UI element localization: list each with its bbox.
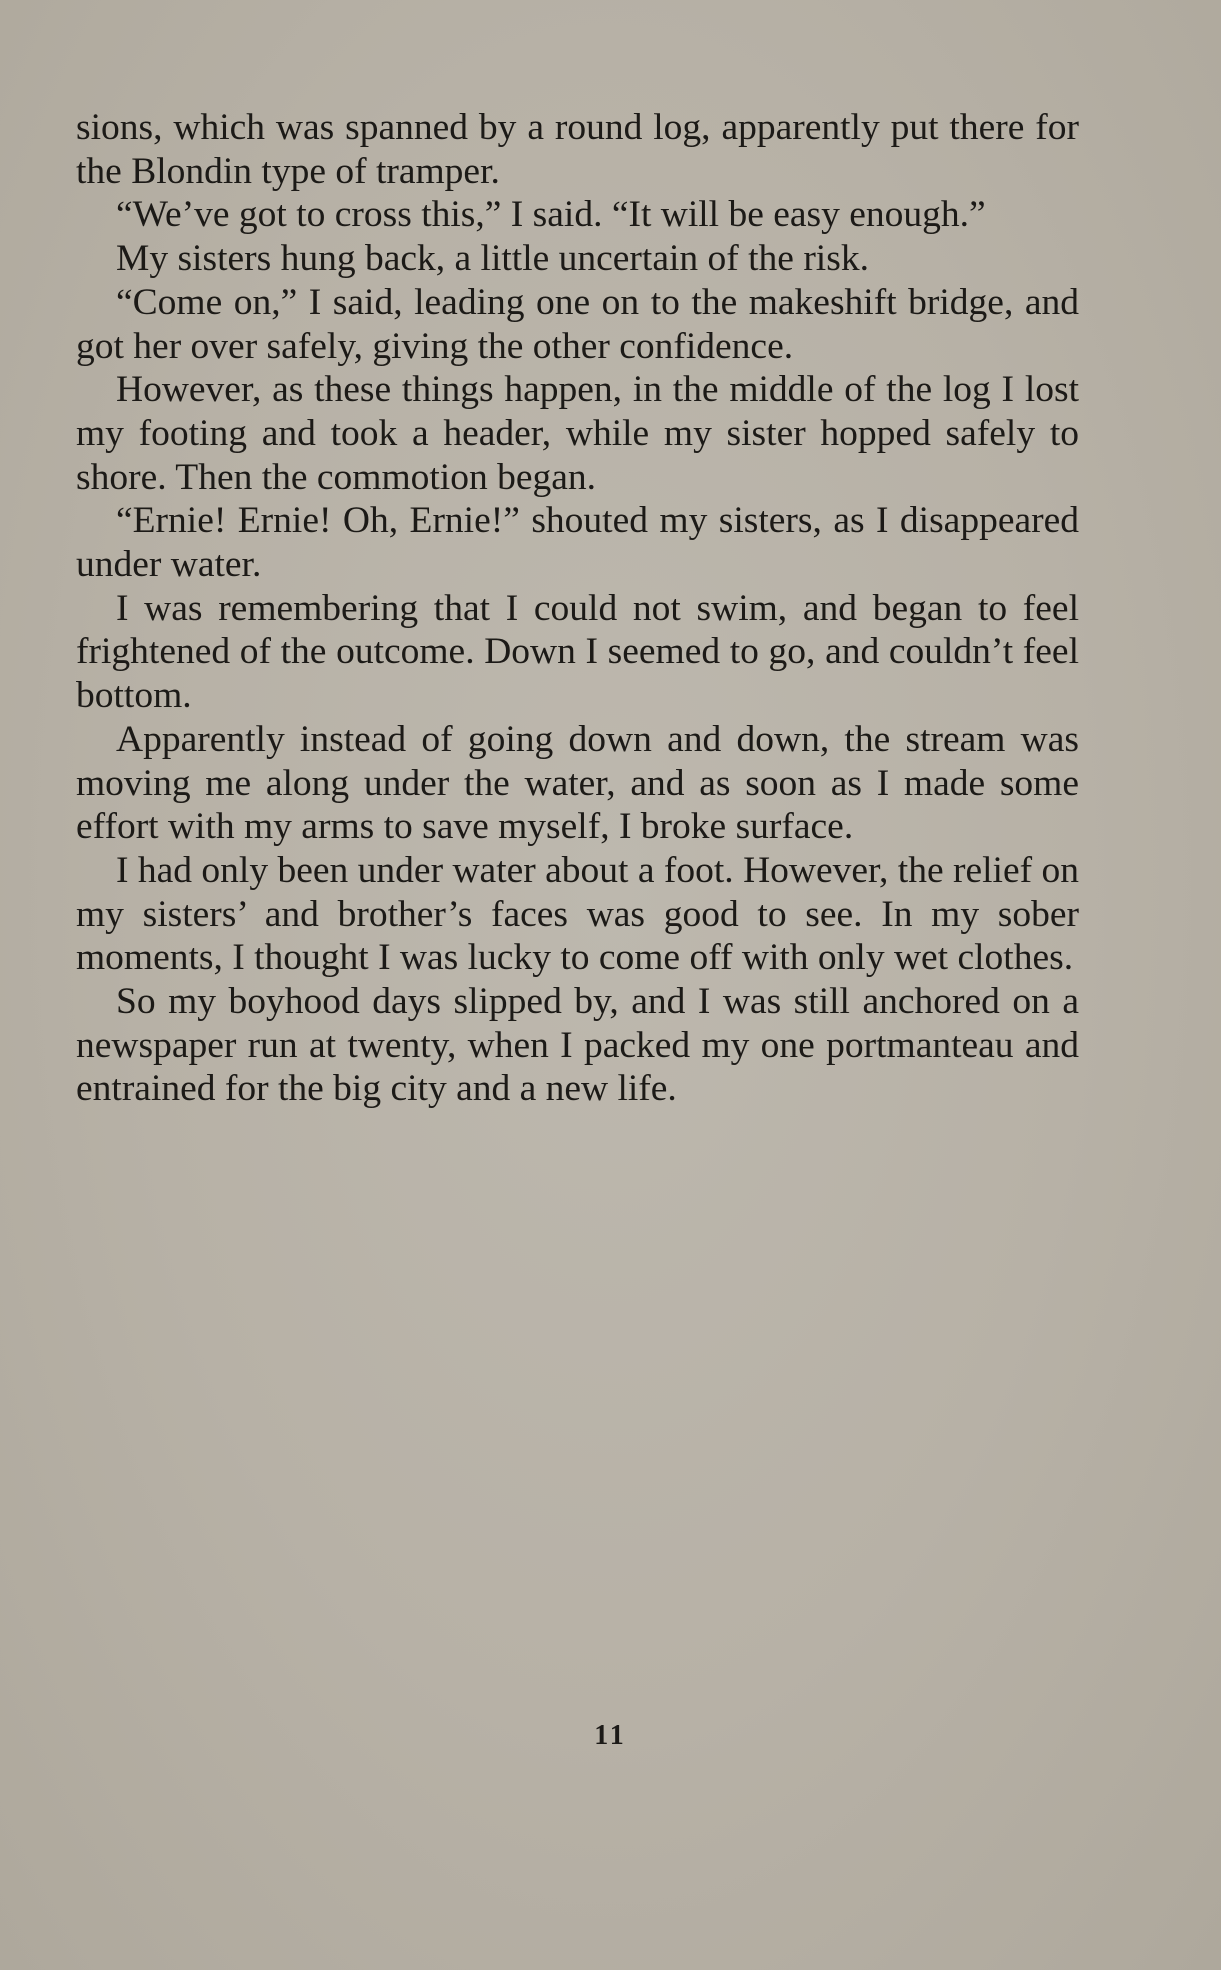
- paragraph: “We’ve got to cross this,” I said. “It will be easy enough.”: [116, 194, 986, 236]
- paragraph: I was remembering that I could not swim, and began to feel frightened of the outcome. Down I seemed to go, and couldn’t feel bottom.: [76, 587, 1079, 717]
- paragraph: My sisters hung back, a little uncertain of the risk.: [116, 238, 869, 280]
- paragraph: I had only been under water about a foot. However, the relief on my sisters’ and brother’s faces was good to see. In my sober moments, I thought I was lucky to come off with only wet clothes.: [76, 849, 1079, 979]
- paragraph: “Come on,” I said, leading one on to the makeshift bridge, and got her over safely, giving the other confidence.: [76, 281, 1079, 367]
- paragraph: So my boyhood days slipped by, and I was still anchored on a newspaper run at twenty, when I packed my one portmanteau and entrained for the big city and a new life.: [76, 981, 1079, 1110]
- page-number: 11: [594, 1720, 627, 1751]
- paragraph-continued: sions, which was spanned by a round log, apparently put there for the Blondin type of tramper.: [76, 107, 1079, 192]
- paragraph: However, as these things happen, in the middle of the log I lost my footing and took a header, while my sister hopped safely to shore. Then the commotion began.: [76, 369, 1079, 498]
- body-text: [76, 106, 1079, 1111]
- paragraph: Apparently instead of going down and down, the stream was moving me along under the water, and as soon as I made some effort with my arms to save myself, I broke surface.: [76, 718, 1079, 848]
- paragraph: “Ernie! Ernie! Oh, Ernie!” shouted my sisters, as I disappeared under water.: [76, 500, 1079, 586]
